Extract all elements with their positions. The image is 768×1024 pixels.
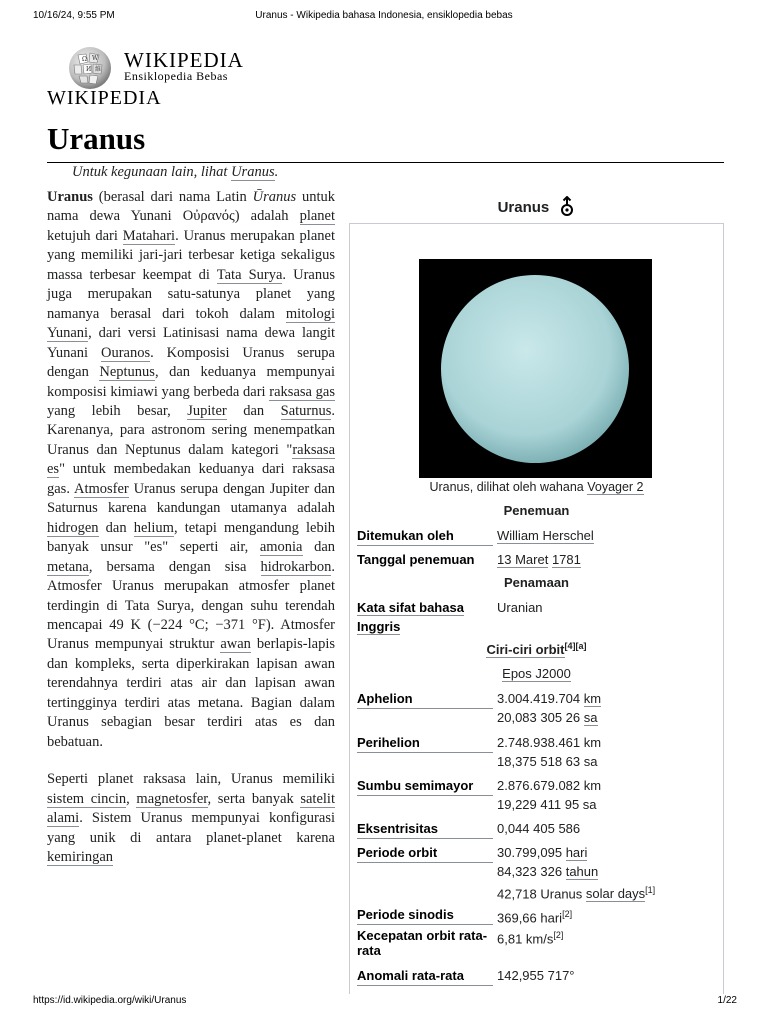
text: , bersama dengan sisa [88, 558, 261, 575]
link-hari[interactable]: hari [565, 845, 588, 860]
wikipedia-wordmark[interactable]: WIKIPEDIA [124, 48, 244, 72]
value-synodic: 369,66 hari [497, 910, 563, 926]
wikipedia-globe-logo[interactable] [66, 45, 114, 91]
semimajor-km: 2.876.679.082 km [497, 778, 602, 793]
infobox [349, 195, 724, 983]
perihelion-sa: 18,375 518 63 sa [497, 754, 598, 769]
svg-text:W: W [92, 55, 99, 62]
link-adjective[interactable]: Kata sifat bahasa Inggris [357, 600, 464, 634]
hatnote-prefix: Untuk kegunaan lain, lihat [72, 164, 232, 180]
link-mitologi-yunani[interactable]: mitologi Yunani [47, 305, 335, 342]
paragraph-second [47, 770, 335, 867]
text: , dari versi Latinisasi nama dewa langit Yunani [47, 325, 335, 361]
perihelion-km: 2.748.938.461 km [497, 735, 602, 750]
label-semimajor[interactable]: Sumbu semimayor [357, 776, 493, 796]
ref-1[interactable]: [1] [645, 885, 656, 895]
link-solar-days[interactable]: solar days [585, 886, 646, 902]
uranus-symbol-icon [559, 196, 575, 216]
epoch [350, 666, 723, 681]
print-page-title: Uranus - Wikipedia bahasa Indonesia, ensiklopedia bebas [255, 10, 513, 21]
text: yang lebih besar, [47, 402, 188, 419]
uranus-image[interactable] [419, 259, 652, 478]
orbit-refs[interactable]: [4][a] [564, 641, 587, 651]
link-atmosfer[interactable]: Atmosfer [74, 480, 129, 497]
link-13-maret[interactable]: 13 Maret [497, 552, 549, 567]
value-mean-anomaly: 142,955 717° [497, 968, 575, 983]
link-helium[interactable]: helium [133, 519, 174, 536]
link-awan[interactable]: awan [220, 636, 251, 653]
aphelion-sa-value: 20,083 305 26 [497, 710, 581, 725]
text: , dan keduanya mempunyai komposisi kimiawi yang berbeda dari [47, 364, 336, 400]
link-satelit-alami[interactable]: satelit alami [47, 790, 335, 827]
link-saturnus[interactable]: Saturnus [280, 402, 332, 419]
page-title: Uranus [47, 121, 146, 156]
label-mean-anomaly[interactable]: Anomali rata-rata [357, 966, 493, 986]
print-page-number: 1/22 [717, 995, 737, 1006]
image-caption [350, 480, 723, 494]
value-adjective: Uranian [497, 600, 543, 615]
ref-2b[interactable]: [2] [553, 930, 564, 940]
text: . Komposisi Uranus serupa dengan [47, 344, 335, 381]
caption-text: Uranus, dilihat oleh wahana [429, 480, 588, 494]
period-solar-days: 42,718 Uranus [497, 886, 583, 902]
link-raksasa-gas[interactable]: raksasa gas [269, 383, 335, 400]
text: dan [98, 519, 134, 536]
print-datetime: 10/16/24, 9:55 PM [33, 10, 115, 21]
link-epoch-j2000[interactable]: Epos J2000 [502, 666, 571, 681]
label-orbital-speed[interactable]: Kecepatan orbit rata-rata [357, 928, 488, 958]
section-orbit [350, 641, 723, 657]
label-aphelion[interactable]: Aphelion [357, 689, 493, 709]
label-discovery-date: Tanggal penemuan [357, 552, 475, 567]
link-neptunus[interactable]: Neptunus [99, 364, 155, 381]
text: . Sistem Uranus mempunyai konfigurasi yang unik di antara planet-planet karena [47, 810, 335, 846]
period-years: 84,323 326 [497, 864, 563, 879]
paragraph-intro [47, 188, 335, 752]
svg-text:Ω: Ω [82, 56, 87, 63]
label-orbital-period[interactable]: Periode orbit [357, 843, 493, 863]
lead-term: Uranus [47, 189, 93, 205]
link-voyager-2[interactable]: Voyager 2 [587, 480, 644, 494]
link-planet[interactable]: planet [299, 208, 335, 225]
link-tahun[interactable]: tahun [565, 864, 599, 879]
aphelion-km-value: 3.004.419.704 [497, 691, 581, 706]
text: , tetapi mengandung lebih banyak unsur "es" seperti air, [47, 519, 335, 556]
link-orbit-characteristics[interactable]: Ciri-ciri orbit [486, 642, 565, 658]
print-url: https://id.wikipedia.org/wiki/Uranus [33, 995, 187, 1006]
label-discovered-by[interactable]: Ditemukan oleh [357, 526, 493, 546]
svg-text:維: 維 [95, 66, 102, 73]
link-william-herschel[interactable]: William Herschel [497, 528, 594, 543]
article-body [47, 188, 335, 885]
hatnote-suffix: . [274, 164, 279, 180]
period-days: 30.799,095 [497, 845, 563, 860]
text: (berasal dari nama Latin [92, 189, 253, 205]
link-sistem-cincin[interactable]: sistem cincin [47, 790, 127, 807]
text: Uranus serupa dengan Jupiter dan Saturnus karena kandungan utamanya adalah [47, 480, 335, 517]
title-divider [47, 162, 724, 163]
link-magnetosfer[interactable]: magnetosfer [136, 790, 208, 807]
label-synodic-period[interactable]: Periode sinodis [357, 905, 493, 925]
link-1781[interactable]: 1781 [551, 552, 581, 567]
infobox-title [349, 195, 724, 223]
link-ouranos[interactable]: Ouranos [100, 344, 151, 361]
text: . Uranus merupakan planet yang memiliki jari-jari terbesar ketiga sekaligus massa terbesar keempat di [47, 227, 335, 283]
label-perihelion[interactable]: Perihelion [357, 733, 493, 753]
label-eccentricity[interactable]: Eksentrisitas [357, 819, 493, 839]
link-tata-surya[interactable]: Tata Surya [216, 266, 283, 283]
link-hidrogen[interactable]: hidrogen [47, 519, 99, 536]
text: untuk nama dewa Yunani Οὐρανός) adalah [47, 189, 335, 225]
uranus-planet-graphic [419, 259, 652, 478]
latin-name: Ūranus [252, 189, 297, 205]
text: ketujuh dari [47, 227, 123, 244]
link-sa[interactable]: sa [583, 710, 598, 725]
ref-2[interactable]: [2] [562, 909, 573, 919]
text: . Karenanya, para astronom sering menempatkan Uranus dan Neptunus dalam kategori " [47, 402, 336, 458]
text: dan [226, 402, 281, 419]
infobox-title-text: Uranus [497, 199, 550, 216]
link-raksasa-es[interactable]: raksasa es [47, 441, 335, 478]
svg-text:И: И [86, 66, 92, 73]
semimajor-sa: 19,229 411 95 sa [497, 797, 597, 812]
value-eccentricity: 0,044 405 586 [497, 821, 581, 836]
wikipedia-tagline: Ensiklopedia Bebas [124, 69, 228, 83]
text: Seperti planet raksasa lain, Uranus memiliki [47, 771, 335, 788]
link-km[interactable]: km [583, 691, 602, 706]
link-kemiringan[interactable]: kemiringan [47, 848, 114, 865]
link-jupiter[interactable]: Jupiter [187, 402, 227, 419]
text: dan [302, 539, 335, 556]
text: " untuk membedakan keduanya dari raksasa gas. [47, 461, 335, 497]
text: , serta banyak [207, 790, 301, 807]
value-orbital-speed: 6,81 km/s [497, 931, 554, 947]
text: . Atmosfer Uranus merupakan atmosfer planet terdingin di Tata Surya, dengan suhu terendah mencapai 49 K (−224 °C; −371 °F). Atmosfer Uranus mempunyai struktur [47, 558, 335, 653]
link-amonia[interactable]: amonia [259, 539, 303, 556]
hatnote-link[interactable]: Uranus [231, 164, 275, 180]
text: , [126, 790, 137, 807]
label-adjective [357, 598, 493, 636]
hatnote [72, 164, 278, 181]
section-naming: Penamaan [503, 575, 570, 590]
infobox-table [349, 223, 724, 994]
link-matahari[interactable]: Matahari [122, 227, 176, 244]
link-metana[interactable]: metana [47, 558, 89, 575]
text: . Uranus juga merupakan satu-satunya planet yang namanya berasal dari tokoh dalam [47, 266, 336, 322]
section-discovery: Penemuan [503, 503, 570, 518]
text: berlapis-lapis dan kompleks, serta diperkirakan lapisan awan terendahnya terdiri atas air dan lapisan awan tertingginya terdiri atas metana. Bagian dalam Uranus sebagian besar terdiri atas es dan bebatuan. [47, 636, 335, 750]
link-hidrokarbon[interactable]: hidrokarbon [260, 558, 332, 575]
wikipedia-wordmark-secondary[interactable]: WIKIPEDIA [47, 87, 162, 109]
